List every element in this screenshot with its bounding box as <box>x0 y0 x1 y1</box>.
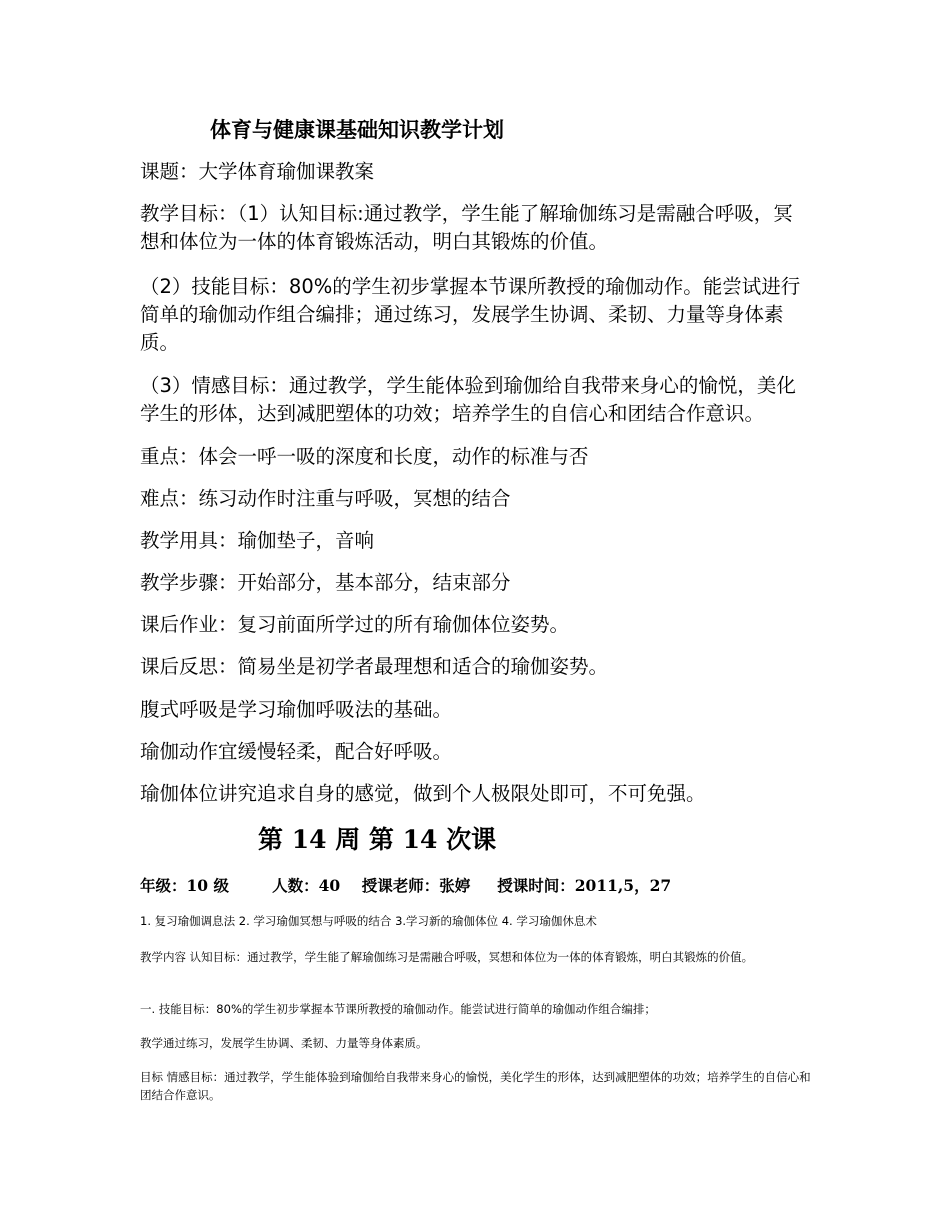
small-line-content: 教学内容 认知目标：通过教学，学生能了解瑜伽练习是需融合呼吸，冥想和体位为一体的体育锻炼，明白其锻炼的价值。 <box>140 950 754 964</box>
paragraph-goal-skill: （2）技能目标：80%的学生初步掌握本节课所教授的瑜伽动作。能尝试进行简单的瑜伽动作组合编排；通过练习，发展学生协调、柔韧、力量等身体素质。 <box>140 275 801 354</box>
paragraph-steps: 教学步骤：开始部分，基本部分，结束部分 <box>140 571 511 594</box>
small-line-emotion: 目标 情感目标：通过教学，学生能体验到瑜伽给自我带来身心的愉悦，美化学生的形体，达到减肥塑体的功效；培养学生的自信心和团结合作意识。 <box>140 1070 811 1102</box>
lesson-heading: 第 14 周 第 14 次课 <box>258 825 497 854</box>
paragraph-difficulty: 难点：练习动作时注重与呼吸，冥想的结合 <box>140 487 511 510</box>
small-line-items: 1. 复习瑜伽调息法 2. 学习瑜伽冥想与呼吸的结合 3.学习新的瑜伽体位 4. 学习瑜伽休息术 <box>140 914 597 928</box>
paragraph-goal-cognitive: 教学目标：（1）认知目标:通过教学，学生能了解瑜伽练习是需融合呼吸，冥想和体位为一体的体育锻炼活动，明白其锻炼的价值。 <box>140 202 793 253</box>
paragraph-homework: 课后作业：复习前面所学过的所有瑜伽体位姿势。 <box>140 613 570 636</box>
paragraph-reflection: 课后反思：简易坐是初学者最理想和适合的瑜伽姿势。 <box>140 655 609 678</box>
paragraph-note-3: 瑜伽体位讲究追求自身的感觉，做到个人极限处即可，不可免强。 <box>140 782 706 805</box>
paragraph-key-point: 重点：体会一呼一吸的深度和长度，动作的标准与否 <box>140 445 589 468</box>
lesson-info: 年级：10 级 人数：40 授课老师：张婷 授课时间：2011,5，27 <box>140 876 672 895</box>
paragraph-note-1: 腹式呼吸是学习瑜伽呼吸法的基础。 <box>140 698 453 721</box>
paragraph-tools: 教学用具：瑜伽垫子，音响 <box>140 529 375 552</box>
paragraph-topic: 课题：大学体育瑜伽课教案 <box>140 160 375 183</box>
paragraph-note-2: 瑜伽动作宜缓慢轻柔，配合好呼吸。 <box>140 740 453 763</box>
paragraph-goal-emotion: （3）情感目标：通过教学，学生能体验到瑜伽给自我带来身心的愉悦，美化学生的形体，达到减肥塑体的功效；培养学生的自信心和团结合作意识。 <box>140 374 796 425</box>
small-line-skill: 一. 技能目标：80%的学生初步掌握本节课所教授的瑜伽动作。能尝试进行简单的瑜伽动作组合编排； <box>140 1002 656 1016</box>
small-line-practice: 教学通过练习，发展学生协调、柔韧、力量等身体素质。 <box>140 1036 428 1050</box>
document-title: 体育与健康课基础知识教学计划 <box>210 118 504 142</box>
